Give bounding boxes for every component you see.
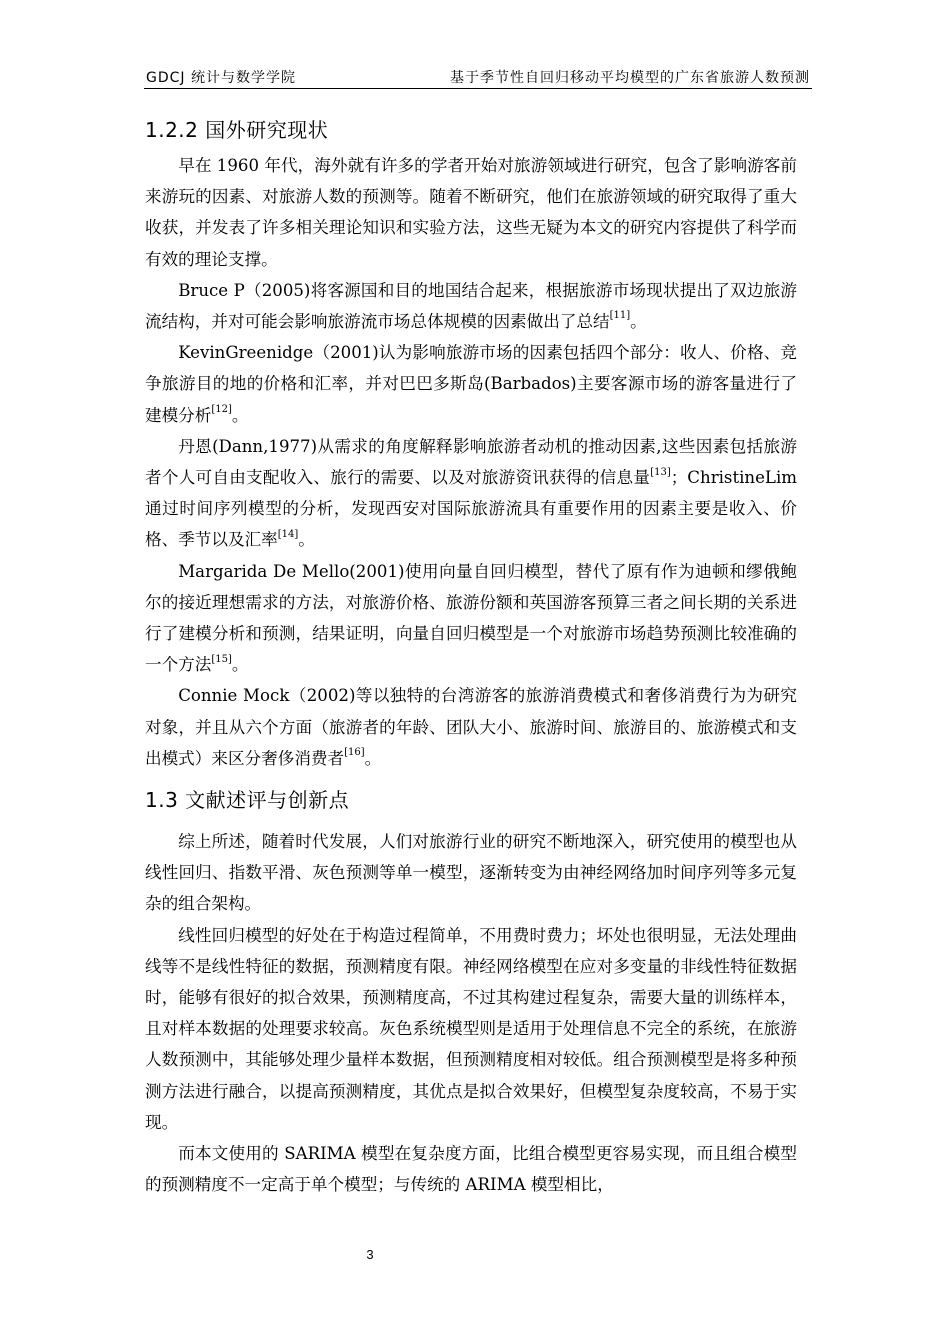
paragraph: Connie Mock（2002)等以独特的台湾游客的旅游消费模式和奢侈消费行为为研究对象，并且从六个方面（旅游者的年龄、团队大小、旅游时间、旅游目的、旅游模式和支出模式）来区分奢侈消费者[16]。 [145, 686, 797, 768]
header-institution: GDCJ 统计与数学学院 [146, 70, 296, 86]
page-number: 3 [366, 1247, 374, 1262]
citation: [13] [650, 466, 671, 478]
section-heading-literature-review: 1.3 文献述评与创新点 [145, 788, 350, 813]
body-content [145, 110, 797, 1201]
citation: [12] [211, 404, 232, 416]
section-heading-foreign-research: 1.2.2 国外研究现状 [145, 118, 329, 142]
paragraph: Bruce P（2005)将客源国和目的地国结合起来，根据旅游市场现状提出了双边旅游流结构，并对可能会影响旅游流市场总体规模的因素做出了总结[11]。 [145, 280, 797, 332]
citation: [15] [211, 653, 232, 665]
paragraph: 丹恩(Dann,1977)从需求的角度解释影响旅游者动机的推动因素,这些因素包括旅游者个人可自由支配收入、旅行的需要、以及对旅游资讯获得的信息量[13]；ChristineLim 通过时间序列模型的分析，发现西安对国际旅游流具有重要作用的因素主要是收入、价格、季节以及汇率[14]。 [145, 436, 797, 550]
paragraph: Margarida De Mello(2001)使用向量自回归模型，替代了原有作为迪顿和缪俄鲍尔的接近理想需求的方法，对旅游价格、旅游份额和英国游客预算三者之间长期的关系进行了建模分析和预测，结果证明，向量自回归模型是一个对旅游市场趋势预测比较准确的一个方法[15]。 [145, 561, 797, 675]
header-thesis-title: 基于季节性自回归移动平均模型的广东省旅游人数预测 [450, 70, 810, 86]
paragraph: 而本文使用的 SARIMA 模型在复杂度方面，比组合模型更容易实现，而且组合模型的预测精度不一定高于单个模型；与传统的 ARIMA 模型相比， [145, 1144, 797, 1195]
citation: [14] [277, 528, 299, 540]
paragraph: 线性回归模型的好处在于构造过程简单，不用费时费力；坏处也很明显，无法处理曲线等不是线性特征的数据，预测精度有限。神经网络模型在应对多变量的非线性特征数据时，能够有很好的拟合效果，预测精度高，不过其构建过程复杂，需要大量的训练样本，且对样本数据的处理要求较高。灰色系统模型则是适用于处理信息不完全的系统，在旅游人数预测中，其能够处理少量样本数据，但预测精度相对较低。组合预测模型是将多种预测方法进行融合，以提高预测精度，其优点是拟合效果好，但模型复杂度较高，不易于实现。 [145, 925, 797, 1132]
paragraph: 综上所述，随着时代发展，人们对旅游行业的研究不断地深入，研究使用的模型也从线性回归、指数平滑、灰色预测等单一模型，逐渐转变为由神经网络加时间序列等多元复杂的组合架构。 [145, 832, 797, 914]
running-header [144, 66, 812, 89]
citation: [16] [344, 747, 365, 759]
citation: [11] [609, 310, 631, 322]
paragraph: 早在 1960 年代，海外就有许多的学者开始对旅游领域进行研究，包含了影响游客前来游玩的因素、对旅游人数的预测等。随着不断研究，他们在旅游领域的研究取得了重大收获，并发表了许多相关理论知识和实验方法，这些无疑为本文的研究内容提供了科学而有效的理论支撑。 [145, 156, 797, 269]
paragraph: KevinGreenidge（2001)认为影响旅游市场的因素包括四个部分：收人、价格、竞争旅游目的地的价格和汇率，并对巴巴多斯岛(Barbados)主要客源市场的游客量进行了建模分析[12]。 [145, 343, 797, 425]
